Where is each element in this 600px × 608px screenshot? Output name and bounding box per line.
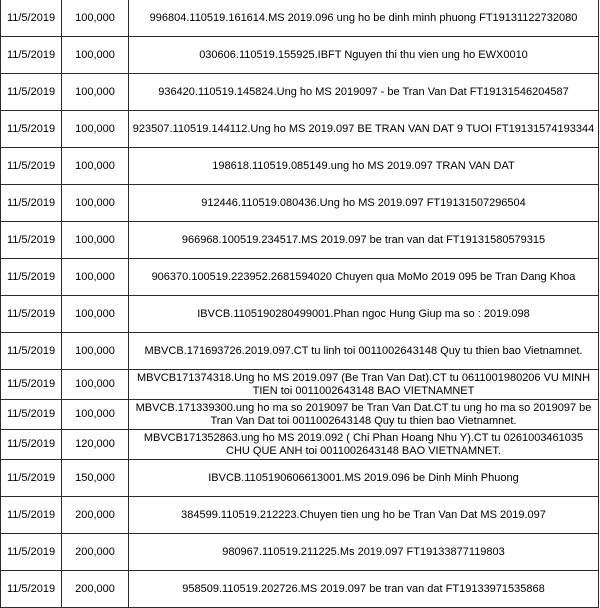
transaction-description: MBVCB171374318.Ung ho MS 2019.097 (Be Tran Van Dat).CT tu 0611001980206 VU MINH TIEN toi 0011002643148 BAO VIETNAMNET xyxy=(129,370,599,400)
transaction-description: 966968.100519.234517.MS 2019.097 be tran van dat FT19131580579315 xyxy=(129,222,599,259)
table-row xyxy=(1,571,599,608)
transaction-description: MBVCB.171693726.2019.097.CT tu linh toi 0011002643148 Quy tu thien bao Vietnamnet. xyxy=(129,333,599,370)
transaction-amount: 100,000 xyxy=(62,148,129,185)
table-row xyxy=(1,37,599,74)
transaction-date: 11/5/2019 xyxy=(1,37,62,74)
transaction-amount: 100,000 xyxy=(62,400,129,430)
transaction-amount: 200,000 xyxy=(62,571,129,608)
transaction-amount: 120,000 xyxy=(62,430,129,460)
table-row xyxy=(1,185,599,222)
table-row xyxy=(1,333,599,370)
table-row xyxy=(1,148,599,185)
transaction-description: 384599.110519.212223.Chuyen tien ung ho be Tran Van Dat MS 2019.097 xyxy=(129,497,599,534)
table-row xyxy=(1,0,599,37)
transaction-description: 958509.110519.202726.MS 2019.097 be tran van dat FT19133971535868 xyxy=(129,571,599,608)
transaction-amount: 150,000 xyxy=(62,460,129,497)
transaction-date: 11/5/2019 xyxy=(1,400,62,430)
transaction-description: 996804.110519.161614.MS 2019.096 ung ho be dinh minh phuong FT19131122732080 xyxy=(129,0,599,37)
transaction-description: IBVCB.1105190280499001.Phan ngoc Hung Giup ma so : 2019.098 xyxy=(129,296,599,333)
table-row xyxy=(1,259,599,296)
transaction-amount: 100,000 xyxy=(62,111,129,148)
transaction-description: 936420.110519.145824.Ung ho MS 2019097 - be Tran Van Dat FT19131546204587 xyxy=(129,74,599,111)
table-row xyxy=(1,430,599,460)
table-row xyxy=(1,74,599,111)
transaction-description: IBVCB.1105190606613001.MS 2019.096 be Dinh Minh Phuong xyxy=(129,460,599,497)
transaction-date: 11/5/2019 xyxy=(1,0,62,37)
transaction-description: 198618.110519.085149.ung ho MS 2019.097 TRAN VAN DAT xyxy=(129,148,599,185)
transaction-date: 11/5/2019 xyxy=(1,571,62,608)
transaction-date: 11/5/2019 xyxy=(1,222,62,259)
transaction-date: 11/5/2019 xyxy=(1,460,62,497)
table-row xyxy=(1,534,599,571)
transaction-amount: 100,000 xyxy=(62,0,129,37)
transaction-amount: 100,000 xyxy=(62,296,129,333)
transaction-description: 980967.110519.211225.Ms 2019.097 FT19133877119803 xyxy=(129,534,599,571)
transaction-amount: 200,000 xyxy=(62,534,129,571)
transaction-description: MBVCB171352863.ung ho MS 2019.092 ( Chi Phan Hoang Nhu Y).CT tu 0261003461035 CHU QUE ANH toi 0011002643148 BAO VIETNAMNET. xyxy=(129,430,599,460)
transaction-date: 11/5/2019 xyxy=(1,111,62,148)
transaction-date: 11/5/2019 xyxy=(1,370,62,400)
transaction-date: 11/5/2019 xyxy=(1,296,62,333)
transaction-amount: 100,000 xyxy=(62,37,129,74)
transaction-date: 11/5/2019 xyxy=(1,430,62,460)
transaction-date: 11/5/2019 xyxy=(1,497,62,534)
transaction-amount: 100,000 xyxy=(62,259,129,296)
transaction-description: 030606.110519.155925.IBFT Nguyen thi thu vien ung ho EWX0010 xyxy=(129,37,599,74)
transaction-date: 11/5/2019 xyxy=(1,74,62,111)
transaction-date: 11/5/2019 xyxy=(1,534,62,571)
transaction-amount: 100,000 xyxy=(62,185,129,222)
transaction-amount: 100,000 xyxy=(62,222,129,259)
transaction-description: 923507.110519.144112.Ung ho MS 2019.097 BE TRAN VAN DAT 9 TUOI FT19131574193344 xyxy=(129,111,599,148)
transaction-date: 11/5/2019 xyxy=(1,148,62,185)
table-row xyxy=(1,460,599,497)
table-row xyxy=(1,497,599,534)
transaction-date: 11/5/2019 xyxy=(1,185,62,222)
table-row xyxy=(1,111,599,148)
table-row xyxy=(1,296,599,333)
transaction-description: MBVCB.171339300.ung ho ma so 2019097 be Tran Van Dat.CT tu ung ho ma so 2019097 be Tran Van Dat toi 0011002643148 Quy tu thien bao Vietnamnet. xyxy=(129,400,599,430)
transaction-description: 912446.110519.080436.Ung ho MS 2019.097 FT19131507296504 xyxy=(129,185,599,222)
transaction-amount: 200,000 xyxy=(62,497,129,534)
table-row xyxy=(1,222,599,259)
transaction-date: 11/5/2019 xyxy=(1,259,62,296)
table-row xyxy=(1,370,599,400)
transactions-body xyxy=(1,0,599,608)
transaction-amount: 100,000 xyxy=(62,370,129,400)
transaction-description: 906370.100519.223952.2681594020 Chuyen qua MoMo 2019 095 be Tran Dang Khoa xyxy=(129,259,599,296)
transaction-amount: 100,000 xyxy=(62,74,129,111)
transaction-date: 11/5/2019 xyxy=(1,333,62,370)
transaction-amount: 100,000 xyxy=(62,333,129,370)
table-row xyxy=(1,400,599,430)
